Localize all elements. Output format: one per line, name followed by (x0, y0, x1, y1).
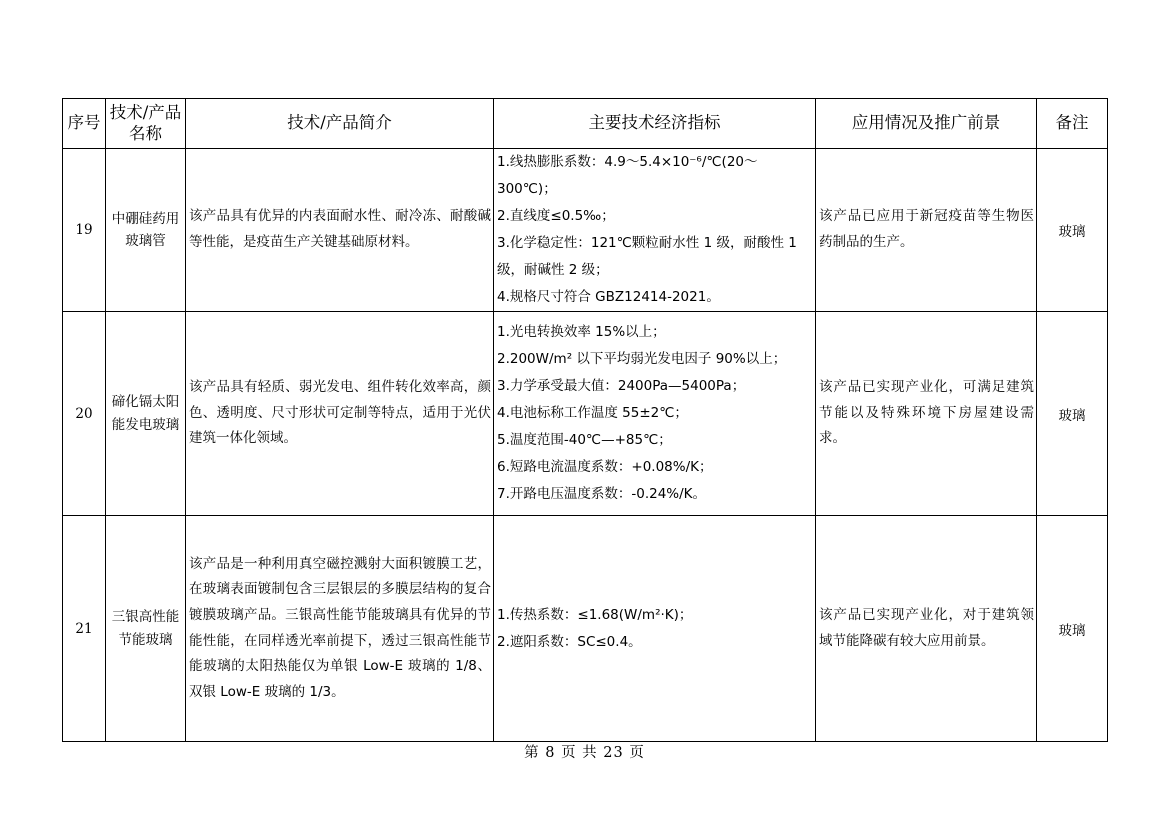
row-technical-specifications (494, 516, 816, 742)
row-product-description: 该产品具有轻质、弱光发电、组件转化效率高，颜色、透明度、尺寸形状可定制等特点，适用于光伏建筑一体化领域。 (186, 312, 494, 516)
column-header-description-label: 技术/产品简介 (287, 113, 392, 133)
specification-line: 4.电池标称工作温度 55±2℃； (497, 405, 688, 421)
column-header-note (1037, 99, 1108, 149)
column-header-note-label: 备注 (1055, 113, 1089, 133)
page-footer: 第 8 页 共 23 页 (524, 745, 645, 761)
column-header-description (186, 99, 494, 149)
table-row (63, 149, 1108, 312)
row-sequence-number: 21 (63, 516, 106, 742)
specification-line: 1.光电转换效率 15%以上； (497, 324, 666, 340)
row-product-name: 三银高性能节能玻璃 (106, 516, 186, 742)
specification-line: 5.温度范围-40℃—+85℃； (497, 432, 672, 448)
row-technical-specifications (494, 312, 816, 516)
column-header-seq (63, 99, 106, 149)
row-note: 玻璃 (1037, 516, 1108, 742)
table-header-row (63, 99, 1108, 149)
specification-line: 2.遮阳系数：SC≤0.4。 (497, 633, 642, 650)
row-product-description: 该产品是一种利用真空磁控溅射大面积镀膜工艺，在玻璃表面镀制包含三层银层的多膜层结构的复合镀膜玻璃产品。三银高性能节能玻璃具有优异的节能性能，在同样透光率前提下，透过三银高性能节能玻璃的太阳热能仅为单银 Low-E 玻璃的 1/8、双银 Low-E 玻璃的 1/3。 (186, 516, 494, 742)
row-sequence-number: 19 (63, 149, 106, 312)
column-header-name-label-line2: 名称 (129, 123, 162, 143)
specification-line: 4.规格尺寸符合 GBZ12414-2021。 (497, 289, 720, 305)
row-sequence-number: 20 (63, 312, 106, 516)
column-header-application-label: 应用情况及推广前景 (851, 113, 1001, 133)
column-header-name (106, 99, 186, 149)
specification-line: 3.化学稳定性：121℃颗粒耐水性 1 级，耐酸性 1 级，耐碱性 2 级； (497, 235, 797, 278)
specification-line: 3.力学承受最大值：2400Pa—5400Pa； (497, 378, 746, 394)
row-note: 玻璃 (1037, 312, 1108, 516)
column-header-seq-label: 序号 (67, 113, 101, 133)
row-technical-specifications (494, 149, 816, 312)
technology-products-table (62, 98, 1108, 742)
column-header-application (816, 99, 1037, 149)
specification-line: 2.200W/m² 以下平均弱光发电因子 90%以上； (497, 351, 787, 367)
row-product-description: 该产品具有优异的内表面耐水性、耐冷冻、耐酸碱等性能，是疫苗生产关键基础原材料。 (186, 149, 494, 312)
specification-line: 7.开路电压温度系数：-0.24%/K。 (497, 486, 707, 502)
row-application-prospect: 该产品已实现产业化，对于建筑领域节能降碳有较大应用前景。 (816, 516, 1037, 742)
row-product-name: 碲化镉太阳能发电玻璃 (106, 312, 186, 516)
row-application-prospect: 该产品已应用于新冠疫苗等生物医药制品的生产。 (816, 149, 1037, 312)
table-row (63, 312, 1108, 516)
specification-line-list (497, 149, 812, 311)
specification-line: 1.线热膨胀系数：4.9～5.4×10⁻⁶/℃(20～300℃)； (497, 154, 758, 197)
table-row (63, 516, 1108, 742)
row-product-name: 中硼硅药用玻璃管 (106, 149, 186, 312)
specification-line: 6.短路电流温度系数：+0.08%/K； (497, 459, 713, 475)
column-header-name-label-line1: 技术/产品 (109, 102, 182, 122)
specification-line-list (497, 602, 812, 656)
specification-line: 1.传热系数：≤1.68(W/m²·K)； (497, 606, 693, 623)
specification-line: 2.直线度≤0.5‰； (497, 208, 615, 224)
column-header-specifications-label: 主要技术经济指标 (588, 113, 721, 133)
row-note: 玻璃 (1037, 149, 1108, 312)
specification-line-list (497, 319, 812, 508)
column-header-specifications (494, 99, 816, 149)
row-application-prospect: 该产品已实现产业化，可满足建筑节能以及特殊环境下房屋建设需求。 (816, 312, 1037, 516)
